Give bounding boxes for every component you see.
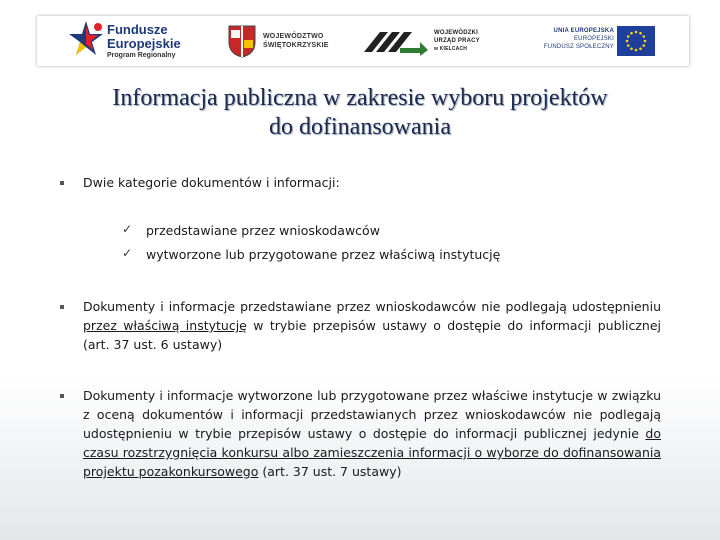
sub-item-instytucja: wytworzone lub przygotowane przez właściwą instytucję bbox=[146, 247, 501, 262]
fundusze-line1: Fundusze bbox=[107, 22, 168, 37]
fundusze-line2: Europejskie bbox=[107, 36, 181, 51]
title-line-1: Informacja publiczna w zakresie wyboru projektów bbox=[112, 85, 608, 111]
eu-star-icon bbox=[630, 32, 633, 35]
p2-text-underlined: przez właściwą instytucję bbox=[83, 318, 247, 333]
eu-star-icon bbox=[644, 40, 647, 43]
sub-item-wnioskodawcy: przedstawiane przez wnioskodawców bbox=[146, 223, 380, 238]
p3-text-a: Dokumenty i informacje wytworzone lub przygotowane przez właściwe instytucje w związku z oceną dokumentów i informacji przedstawianych przez wnioskodawców nie podlegają udostępnieniu w trybie przepisów ustawy o dostępie do informacji publicznej jedynie bbox=[83, 388, 661, 441]
eu-star-icon bbox=[642, 44, 645, 47]
paragraph-wnioskodawcy bbox=[83, 297, 661, 354]
bullet-marker bbox=[60, 305, 64, 309]
bullet-marker bbox=[60, 181, 64, 185]
eu-star-icon bbox=[635, 31, 638, 34]
ue-line1: UNIA EUROPEJSKA bbox=[553, 28, 614, 34]
wup-line1: WOJEWÓDZKI bbox=[434, 30, 478, 36]
fundusze-line3: Program Regionalny bbox=[107, 52, 176, 59]
eu-star-icon bbox=[642, 35, 645, 38]
p3-text-b: (art. 37 ust. 7 ustawy) bbox=[262, 464, 402, 479]
checkmark-icon: ✓ bbox=[122, 246, 133, 260]
wup-kielce-logo bbox=[362, 16, 512, 66]
woj-line1: WOJEWÓDZTWO bbox=[263, 33, 324, 40]
eu-star-icon bbox=[627, 35, 630, 38]
p2-text-b: w trybie przepisów ustawy o dostępie do informacji publicznej (art. 37 ust. 6 ustawy) bbox=[83, 318, 661, 352]
unia-europejska-logo bbox=[517, 16, 687, 66]
eu-star-icon bbox=[626, 40, 629, 43]
p2-text-a: Dokumenty i informacje przedstawiane przez wnioskodawców nie podlegają udostępnieniu bbox=[83, 299, 661, 314]
woj-line2: ŚWIĘTOKRZYSKIE bbox=[263, 42, 329, 49]
ue-line2: EUROPEJSKI bbox=[573, 36, 614, 42]
fundusze-star-icon bbox=[67, 19, 105, 63]
eu-star-icon bbox=[635, 49, 638, 52]
eu-star-icon bbox=[639, 32, 642, 35]
wojewodztwo-logo bbox=[227, 16, 347, 66]
eu-star-icon bbox=[630, 47, 633, 50]
wup-line2: URZĄD PRACY bbox=[434, 38, 480, 44]
page-title bbox=[0, 84, 720, 142]
bullet-marker bbox=[60, 394, 64, 398]
eu-flag-icon bbox=[617, 26, 655, 56]
ue-line3: FUNDUSZ SPOŁECZNY bbox=[543, 44, 614, 50]
bullet-categories: Dwie kategorie dokumentów i informacji: bbox=[83, 175, 340, 190]
eu-star-icon bbox=[639, 47, 642, 50]
p3-text-underlined: do czasu rozstrzygnięcia konkursu albo zamieszczenia informacji o wyborze do dofinansowania projektu pozakonkursowego bbox=[83, 426, 661, 479]
eu-star-icon bbox=[627, 44, 630, 47]
wup-line3: w KIELCACH bbox=[434, 46, 468, 52]
paragraph-instytucje bbox=[83, 386, 661, 481]
wup-arrows-icon bbox=[362, 26, 428, 56]
checkmark-icon: ✓ bbox=[122, 222, 133, 236]
logo-bar bbox=[37, 16, 689, 66]
fundusze-europejskie-logo bbox=[67, 16, 207, 66]
coat-of-arms-icon bbox=[227, 24, 257, 58]
title-line-2: do dofinansowania bbox=[269, 114, 451, 140]
